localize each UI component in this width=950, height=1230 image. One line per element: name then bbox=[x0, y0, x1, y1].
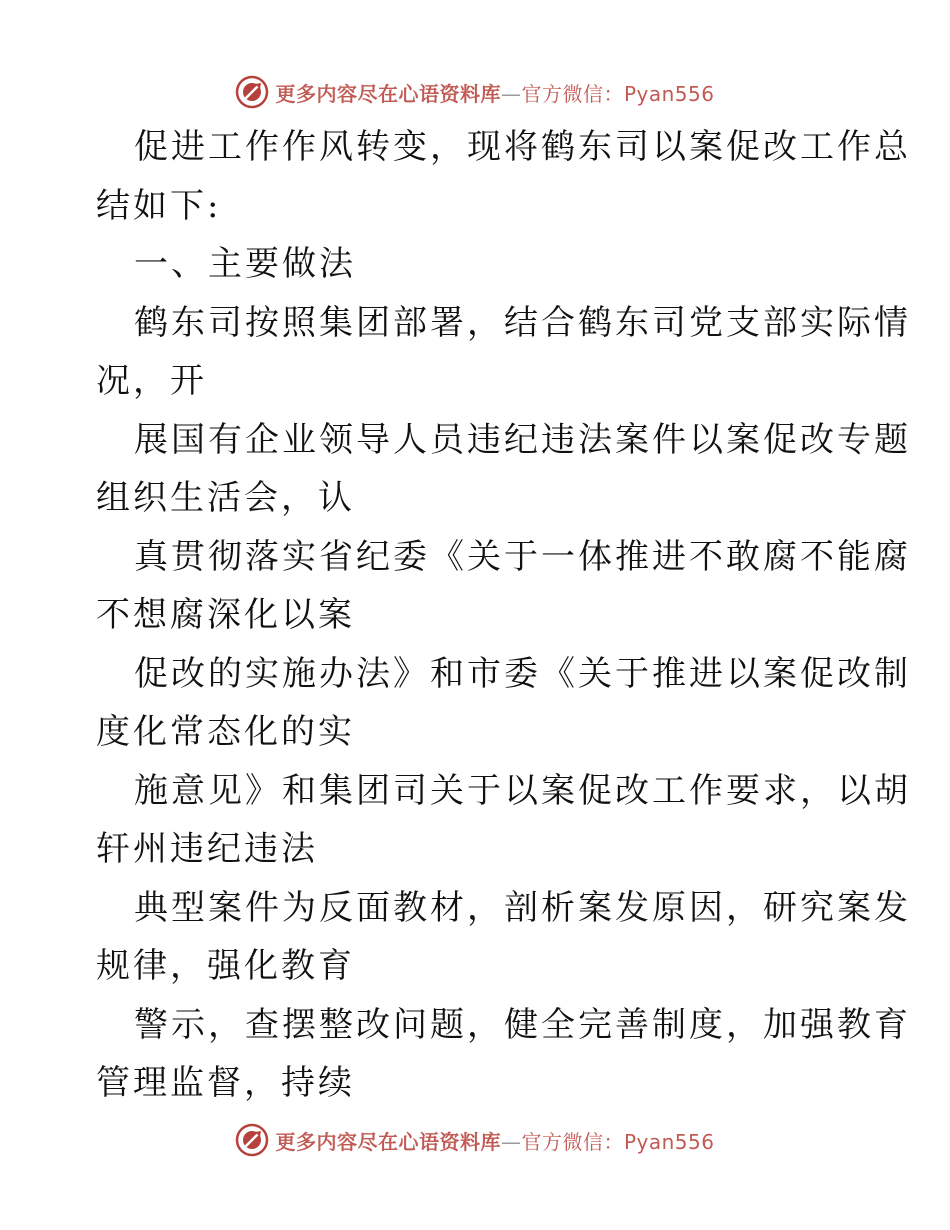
body-line: 组织生活会，认 bbox=[96, 478, 355, 518]
body-line: 一、主要做法 bbox=[134, 244, 356, 284]
watermark-wechat: 官方微信：Pyan556 bbox=[521, 1129, 715, 1154]
body-line: 管理监督，持续 bbox=[96, 1063, 355, 1103]
body-line: 真贯彻落实省纪委《关于一体推进不敢腐不能腐 bbox=[134, 536, 911, 577]
body-line: 促改的实施办法》和市委《关于推进以案促改制 bbox=[134, 653, 911, 694]
body-line: 展国有企业领导人员违纪违法案件以案促改专题 bbox=[134, 419, 911, 460]
body-line: 轩州违纪违法 bbox=[96, 829, 318, 869]
body-line: 促进工作作风转变，现将鹤东司以案促改工作总 bbox=[134, 127, 911, 167]
body-line: 鹤东司按照集团部署，结合鹤东司党支部实际情 bbox=[134, 302, 911, 343]
watermark-brand: 更多内容尽在心语资料库 bbox=[275, 1129, 501, 1154]
document-body bbox=[96, 118, 911, 1113]
body-line: 施意见》和集团司关于以案促改工作要求，以胡 bbox=[134, 770, 911, 811]
body-line: 结如下: bbox=[96, 185, 222, 226]
body-line: 度化常态化的实 bbox=[96, 712, 355, 752]
logo-badge-icon bbox=[235, 1123, 269, 1157]
watermark-brand: 更多内容尽在心语资料库 bbox=[275, 81, 501, 106]
watermark-dash: — bbox=[500, 1129, 522, 1154]
body-line: 况，开 bbox=[96, 361, 207, 401]
watermark-wechat: 官方微信：Pyan556 bbox=[521, 81, 715, 106]
body-line: 不想腐深化以案 bbox=[96, 595, 355, 635]
footer-watermark bbox=[0, 1120, 950, 1160]
watermark-dash: — bbox=[500, 81, 522, 106]
watermark-text bbox=[275, 78, 714, 107]
header-watermark bbox=[0, 72, 950, 112]
logo-badge-icon bbox=[235, 75, 269, 109]
body-line: 警示，查摆整改问题，健全完善制度，加强教育 bbox=[134, 1004, 911, 1045]
watermark-text bbox=[275, 1126, 714, 1155]
body-line: 典型案件为反面教材，剖析案发原因，研究案发 bbox=[134, 887, 911, 928]
body-line: 规律，强化教育 bbox=[96, 946, 355, 986]
